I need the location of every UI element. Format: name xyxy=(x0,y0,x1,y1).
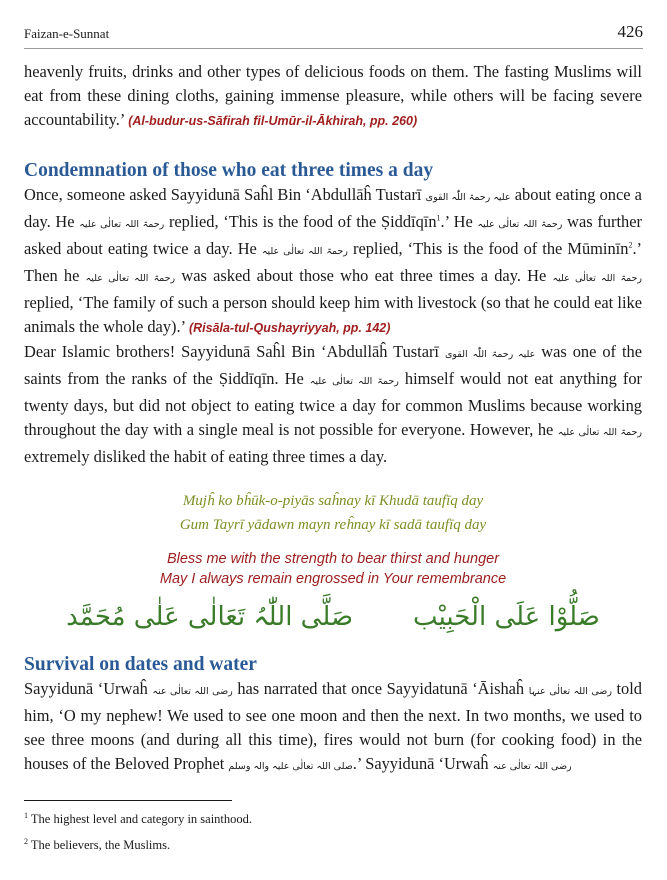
section-heading-condemnation: Condemnation of those who eat three times a day xyxy=(24,160,434,181)
honorific-glyph: رحمۃ اللہ تعالٰی علیہ xyxy=(557,427,642,438)
text-run: .’ Then he xyxy=(24,239,642,285)
text-run: .’ He xyxy=(440,212,473,231)
honorific-glyph: رحمۃ اللہ تعالٰی علیہ xyxy=(477,219,563,230)
text-run: extremely disliked the habit of eating three times a day. xyxy=(24,447,388,466)
page-body xyxy=(24,60,642,779)
text-run: was further asked about eating twice a day. He xyxy=(24,212,642,258)
footnote-1 xyxy=(24,812,252,827)
text-run: replied, ‘The family of such a person should keep him with livestock (so that he could eat like animals the whole day).’ xyxy=(24,293,642,336)
salat-call: صَلُّوْا عَلَی الْحَبِیْب xyxy=(413,602,600,632)
honorific-glyph: رضی اللہ تعالٰی عنہ xyxy=(152,686,233,697)
condemnation-paragraph-1 xyxy=(24,183,642,340)
honorific-glyph: رحمۃ اللہ تعالٰی علیہ xyxy=(309,376,399,387)
running-title: Faizan-e-Sunnat xyxy=(24,26,110,41)
honorific-glyph: رحمۃ اللہ تعالٰی علیہ xyxy=(552,273,642,284)
intro-reference: (Al-budur-us-Sāfirah fil-Umūr-il-Ākhirah, pp. 260) xyxy=(128,114,418,128)
section-heading-dates-water: Survival on dates and water xyxy=(24,654,257,675)
salat-response: صَلَّی اللّٰہُ تَعَالٰی عَلٰی مُحَمَّد xyxy=(66,602,354,632)
text-run: Sayyidunā ‘Urwaĥ xyxy=(24,679,148,698)
page-header xyxy=(24,22,643,49)
text-run: replied, ‘This is the food of the Ṣiddīqīn xyxy=(168,212,437,231)
honorific-glyph: علیہ رحمۃ اللّٰہ القوی xyxy=(444,349,536,360)
translation-line-2: May I always remain engrossed in Your remembrance xyxy=(159,571,507,587)
footnote-marker-2: 2 xyxy=(628,240,633,250)
qushayriyyah-reference: (Risāla-tul-Qushayriyyah, pp. 142) xyxy=(188,321,391,335)
honorific-glyph: رحمۃ اللہ تعالٰی علیہ xyxy=(79,219,165,230)
text-run: about eating once a day. He xyxy=(24,185,642,231)
text-run: was one of the saints from the ranks of the Ṣiddīqīn. He xyxy=(24,342,642,388)
text-run: replied, ‘This is the food of the Mūminīn xyxy=(352,239,629,258)
footnote-text: The believers, the Muslims. xyxy=(30,838,171,852)
text-run: .’ Sayyidunā ‘Urwaĥ xyxy=(352,754,489,773)
footnote-divider xyxy=(24,800,232,801)
text-run: told him, ‘O my nephew! We used to see one moon and then the next. In two months, we used to see three moons (and during all this time), fires would not burn (for cooking food) in the houses of the Beloved Prophet xyxy=(24,679,642,773)
text-run: was asked about those who eat three times a day. He xyxy=(181,266,547,285)
honorific-glyph: رحمۃ اللہ تعالٰی علیہ xyxy=(261,246,348,257)
honorific-glyph: رحمۃ اللہ تعالٰی علیہ xyxy=(85,273,176,284)
condemnation-paragraph-2 xyxy=(24,340,642,469)
urdu-couplet xyxy=(24,489,642,537)
dates-water-paragraph xyxy=(24,677,642,779)
honorific-glyph: صلی اللہ تعالٰی علیہ والہ وسلم xyxy=(228,761,353,772)
footnote-2 xyxy=(24,838,170,853)
footnote-number: 2 xyxy=(24,836,28,846)
text-run: Dear Islamic brothers! Sayyidunā Saĥl Bin ‘Abdullāĥ Tustarī xyxy=(24,342,439,361)
footnote-text: The highest level and category in sainthood. xyxy=(30,812,253,826)
honorific-glyph: رضی اللہ تعالٰی عنہ xyxy=(492,761,572,772)
honorific-glyph: علیہ رحمۃ اللّٰہ القوی xyxy=(425,192,511,203)
honorific-glyph: رضی اللہ تعالٰی عنہا xyxy=(528,686,612,697)
intro-paragraph xyxy=(24,60,642,133)
intro-text: heavenly fruits, drinks and other types of delicious foods on them. The fasting Muslims will eat from these dining cloths, gaining immense pleasure, while others will be facing severe accountability.’ xyxy=(24,62,642,129)
page-number: 426 xyxy=(617,22,643,41)
salat-calligraphy xyxy=(24,597,642,637)
translation-line-1: Bless me with the strength to bear thirst and hunger xyxy=(166,551,500,567)
text-run: has narrated that once Sayyidatunā ‘Āishaĥ xyxy=(237,679,525,698)
text-run: himself would not eat anything for twenty days, but did not object to eating twice a day for common Muslims because working throughout the day with a single meal is not possible for everyone. However, he xyxy=(24,369,642,439)
couplet-line-1: Mujĥ ko bĥūk-o-piyās saĥnay kī Khudā taufīq day xyxy=(182,493,484,509)
footnote-number: 1 xyxy=(24,810,28,820)
couplet-translation xyxy=(24,549,642,589)
couplet-line-2: Gum Tayrī yādawn mayn reĥnay kī sadā taufīq day xyxy=(179,517,487,533)
text-run: Once, someone asked Sayyidunā Saĥl Bin ‘Abdullāĥ Tustarī xyxy=(24,185,422,204)
footnote-marker-1: 1 xyxy=(436,213,441,223)
